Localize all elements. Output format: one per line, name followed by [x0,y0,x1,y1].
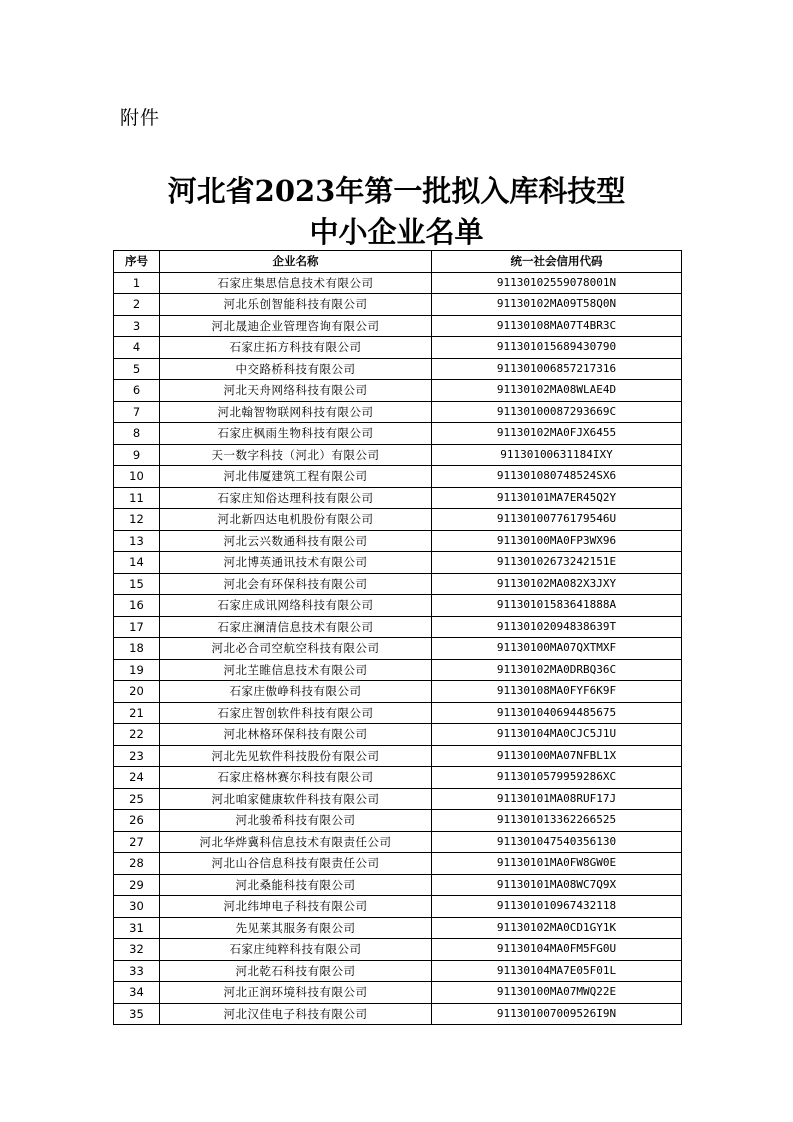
table-row [114,337,682,359]
row-serial-number: 24 [114,767,160,789]
row-serial-number: 33 [114,960,160,982]
row-serial-number: 18 [114,638,160,660]
row-credit-code: 911301013362266525 [432,810,682,832]
row-credit-code: 91130102MA082X3JXY [432,573,682,595]
table-row [114,401,682,423]
table-row [114,380,682,402]
table-row [114,530,682,552]
row-serial-number: 25 [114,788,160,810]
table-row [114,444,682,466]
row-credit-code: 911301006857217316 [432,358,682,380]
row-serial-number: 11 [114,487,160,509]
row-credit-code: 91130100MA07NFBL1X [432,745,682,767]
row-credit-code: 911301010967432118 [432,896,682,918]
row-serial-number: 7 [114,401,160,423]
header-serial-number: 序号 [114,251,160,273]
table-row [114,788,682,810]
row-credit-code: 91130100MA0FP3WX96 [432,530,682,552]
table-row [114,702,682,724]
row-credit-code: 91130104MA0FM5FG0U [432,939,682,961]
row-credit-code: 91130104MA0CJC5J1U [432,724,682,746]
row-enterprise-name: 石家庄知俗达理科技有限公司 [160,487,432,509]
table-row [114,509,682,531]
row-serial-number: 1 [114,272,160,294]
row-credit-code: 91130104MA7E05F01L [432,960,682,982]
table-row [114,358,682,380]
row-serial-number: 23 [114,745,160,767]
row-credit-code: 91130101MA0FW8GW0E [432,853,682,875]
row-enterprise-name: 河北咱家健康软件科技有限公司 [160,788,432,810]
row-enterprise-name: 河北乾石科技有限公司 [160,960,432,982]
row-credit-code: 91130101MA08RUF17J [432,788,682,810]
row-enterprise-name: 河北汉佳电子科技有限公司 [160,1003,432,1025]
row-enterprise-name: 河北天舟网络科技有限公司 [160,380,432,402]
row-serial-number: 6 [114,380,160,402]
row-serial-number: 28 [114,853,160,875]
table-row [114,831,682,853]
row-credit-code: 91130102673242151E [432,552,682,574]
row-credit-code: 9113010579959286XC [432,767,682,789]
document-title-line-1: 河北省2023年第一批拟入库科技型 [167,174,626,208]
row-enterprise-name: 河北山谷信息科技有限责任公司 [160,853,432,875]
table-row [114,853,682,875]
row-enterprise-name: 石家庄傲峥科技有限公司 [160,681,432,703]
row-credit-code: 911301007009526I9N [432,1003,682,1025]
row-enterprise-name: 河北纬坤电子科技有限公司 [160,896,432,918]
row-credit-code: 91130102559078001N [432,272,682,294]
row-serial-number: 20 [114,681,160,703]
row-serial-number: 15 [114,573,160,595]
row-serial-number: 30 [114,896,160,918]
row-credit-code: 91130101583641888A [432,595,682,617]
row-enterprise-name: 天一数字科技（河北）有限公司 [160,444,432,466]
row-serial-number: 35 [114,1003,160,1025]
row-enterprise-name: 石家庄格林赛尔科技有限公司 [160,767,432,789]
row-enterprise-name: 先见莱其服务有限公司 [160,917,432,939]
row-credit-code: 91130108MA0FYF6K9F [432,681,682,703]
row-credit-code: 91130102MA0DRBQ36C [432,659,682,681]
row-enterprise-name: 石家庄集思信息技术有限公司 [160,272,432,294]
row-enterprise-name: 河北新四达电机股份有限公司 [160,509,432,531]
row-serial-number: 21 [114,702,160,724]
row-serial-number: 34 [114,982,160,1004]
table-row [114,810,682,832]
row-serial-number: 9 [114,444,160,466]
row-enterprise-name: 中交路桥科技有限公司 [160,358,432,380]
table-row [114,595,682,617]
row-credit-code: 91130108MA07T4BR3C [432,315,682,337]
row-serial-number: 31 [114,917,160,939]
table-row [114,423,682,445]
row-credit-code: 91130102MA0CD1GY1K [432,917,682,939]
row-serial-number: 3 [114,315,160,337]
table-row [114,573,682,595]
row-enterprise-name: 石家庄纯粹科技有限公司 [160,939,432,961]
row-serial-number: 2 [114,294,160,316]
row-credit-code: 91130100631184IXY [432,444,682,466]
row-serial-number: 22 [114,724,160,746]
table-row [114,315,682,337]
table-row [114,272,682,294]
row-serial-number: 27 [114,831,160,853]
table-row [114,294,682,316]
table-row [114,659,682,681]
row-enterprise-name: 河北翰智物联网科技有限公司 [160,401,432,423]
row-enterprise-name: 石家庄澜清信息技术有限公司 [160,616,432,638]
row-enterprise-name: 河北正润环境科技有限公司 [160,982,432,1004]
row-enterprise-name: 河北博英通讯技术有限公司 [160,552,432,574]
row-enterprise-name: 河北晟迪企业管理咨询有限公司 [160,315,432,337]
table-row [114,896,682,918]
row-enterprise-name: 河北会有环保科技有限公司 [160,573,432,595]
table-row [114,960,682,982]
row-enterprise-name: 河北桑能科技有限公司 [160,874,432,896]
table-row [114,767,682,789]
row-enterprise-name: 河北华烨冀科信息技术有限责任公司 [160,831,432,853]
row-enterprise-name: 河北伟厦建筑工程有限公司 [160,466,432,488]
table-row [114,487,682,509]
row-enterprise-name: 河北芏睢信息技术有限公司 [160,659,432,681]
row-credit-code: 91130102MA0FJX6455 [432,423,682,445]
row-credit-code: 91130102094838639T [432,616,682,638]
row-credit-code: 91130100087293669C [432,401,682,423]
table-row [114,681,682,703]
row-credit-code: 91130101MA08WC7Q9X [432,874,682,896]
header-credit-code: 统一社会信用代码 [432,251,682,273]
row-credit-code: 91130102MA08WLAE4D [432,380,682,402]
row-enterprise-name: 石家庄枫雨生物科技有限公司 [160,423,432,445]
row-serial-number: 26 [114,810,160,832]
row-credit-code: 91130102MA09T58Q0N [432,294,682,316]
row-serial-number: 12 [114,509,160,531]
row-enterprise-name: 石家庄成讯网络科技有限公司 [160,595,432,617]
table-row [114,917,682,939]
row-credit-code: 911301015689430790 [432,337,682,359]
document-title-line-2: 中小企业名单 [309,215,484,249]
table-header-row [114,251,682,273]
row-enterprise-name: 河北林格环保科技有限公司 [160,724,432,746]
row-serial-number: 5 [114,358,160,380]
table-row [114,939,682,961]
row-credit-code: 911301080748524SX6 [432,466,682,488]
row-serial-number: 29 [114,874,160,896]
table-row [114,1003,682,1025]
row-enterprise-name: 石家庄拓方科技有限公司 [160,337,432,359]
row-enterprise-name: 河北必合司空航空科技有限公司 [160,638,432,660]
row-credit-code: 91130100776179546U [432,509,682,531]
table-row [114,874,682,896]
row-serial-number: 16 [114,595,160,617]
table-row [114,638,682,660]
row-credit-code: 911301040694485675 [432,702,682,724]
row-serial-number: 17 [114,616,160,638]
row-serial-number: 32 [114,939,160,961]
table-row [114,552,682,574]
table-body [114,272,682,1025]
table-row [114,616,682,638]
row-enterprise-name: 河北乐创智能科技有限公司 [160,294,432,316]
row-enterprise-name: 河北骏希科技有限公司 [160,810,432,832]
row-serial-number: 4 [114,337,160,359]
header-enterprise-name: 企业名称 [160,251,432,273]
attachment-label: 附件 [120,107,161,129]
row-credit-code: 91130100MA07MWQ22E [432,982,682,1004]
row-serial-number: 13 [114,530,160,552]
enterprise-list-table [113,250,682,1025]
row-enterprise-name: 河北先见软件科技股份有限公司 [160,745,432,767]
row-credit-code: 91130100MA07QXTMXF [432,638,682,660]
table-row [114,982,682,1004]
row-serial-number: 14 [114,552,160,574]
row-serial-number: 10 [114,466,160,488]
table-row [114,745,682,767]
row-serial-number: 19 [114,659,160,681]
row-credit-code: 911301047540356130 [432,831,682,853]
row-serial-number: 8 [114,423,160,445]
row-enterprise-name: 河北云兴数通科技有限公司 [160,530,432,552]
row-enterprise-name: 石家庄智创软件科技有限公司 [160,702,432,724]
table-row [114,466,682,488]
table-row [114,724,682,746]
row-credit-code: 91130101MA7ER45Q2Y [432,487,682,509]
